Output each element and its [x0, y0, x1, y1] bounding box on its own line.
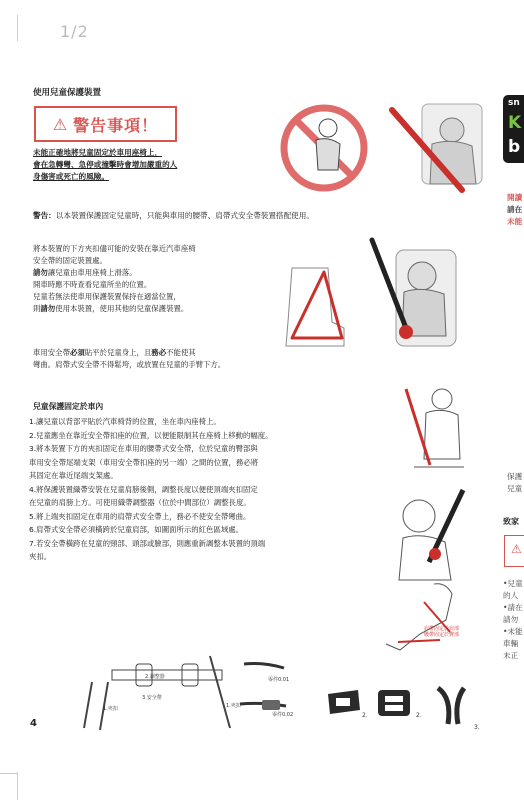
p1-line-4: 開車時應不時查看兒童所坐的位置。	[33, 280, 152, 289]
step-line: 3.將本裝置下方的夾扣固定在車用的腰帶式安全帶，位於兒童的臀部與	[29, 444, 258, 453]
adjuster-part-icon	[324, 688, 364, 718]
page-edge-bottom-h	[0, 773, 18, 774]
child-head	[403, 500, 435, 532]
step-line: 在兒童的肩膀上方。可使用織帶調整器（位於中間部位）調整長度。	[29, 498, 251, 507]
page-edge-top	[17, 15, 18, 41]
step-line: 7.若安全帶橫跨在兒童的頸部、頭部或臉部，則應重新調整本裝置的頂端	[29, 538, 266, 548]
step-line: 1.讓兒童以背部平貼於汽車椅背的位置，坐在車內座椅上。	[29, 417, 221, 426]
strap-band	[112, 670, 222, 680]
belt-label: 3.安全帶	[142, 695, 162, 701]
buckle-slot-1	[385, 696, 403, 702]
clip-closeup	[232, 660, 302, 730]
right-cut-text-a: 開讀 請在 未能	[507, 193, 523, 226]
page-edge-bottom	[17, 772, 18, 800]
footer-page-number: 4	[30, 718, 37, 729]
warning-prefix: 警告：	[33, 211, 56, 220]
warning-label: 警告事項！	[73, 115, 159, 135]
warning-sentence	[33, 210, 314, 222]
step-line: 4.將保護裝置織帶安裝在兒童肩膀後側，調整長度以便使頂端夾扣固定	[29, 484, 258, 494]
paragraph-1	[33, 243, 273, 315]
buckle-slot-2	[385, 705, 403, 711]
p1-line-5: 兒童若無法使車用保護裝置保持在適當位置，	[33, 292, 181, 301]
adult-body	[424, 410, 460, 459]
step-line: 其固定在靠近尾端支架處。	[29, 471, 118, 480]
warning-triangle-icon: ⚠	[511, 542, 522, 556]
right-cut-text-b: 保護 兒童	[507, 472, 523, 493]
p1-line-2: 安全帶的固定裝置處。	[33, 256, 107, 265]
section-title: 使用兒童保護裝置	[33, 88, 102, 98]
strap-part	[438, 688, 464, 724]
paragraph-2	[33, 347, 333, 371]
child-shoulder-illustration	[395, 488, 465, 580]
belt-clip	[429, 548, 441, 560]
part-number-2: 2.	[416, 712, 422, 719]
adjuster-hole	[336, 698, 350, 706]
red-belt-triangle	[292, 272, 342, 338]
warning-body: 以本裝置保護固定兒童時，只能與車用的腰帶、肩帶式安全帶裝置搭配使用。	[55, 211, 314, 220]
clip-body	[262, 700, 280, 710]
clip-label: 1.夾扣	[103, 706, 118, 712]
child-note: 肩帶固定於肩部 腰帶固定於臀部	[424, 626, 460, 638]
right-cut-text-c: •兒童 的人 •請在 請勿 •未能 車輛 未正	[503, 579, 523, 660]
part-code-2: 零件0.02	[272, 712, 294, 718]
install-title: 兒童保護固定於車內	[33, 402, 104, 411]
p2-line-1: 車用安全帶必須貼平於兒童身上，且務必不能使其	[33, 348, 196, 357]
buckle-part	[378, 690, 410, 716]
child-in-seat-illustration	[360, 240, 475, 360]
right-cut-warning-box	[504, 535, 524, 567]
brand-logo: sn K b	[503, 95, 524, 163]
warning-line-3: 身傷害或死亡的風險。	[33, 172, 109, 181]
adult-head	[432, 389, 452, 409]
step-line: 2.兒童應坐在靠近安全帶扣座的位置，以便能限制其在座椅上移動的幅度。	[29, 430, 273, 440]
warning-triangle-icon: ⚠	[52, 114, 68, 134]
adult-seated-illustration	[400, 385, 472, 475]
child-body	[316, 139, 340, 170]
shoulder-belt-illustration	[372, 100, 492, 196]
warning-line-2: 會在急轉彎、急停或撞擊時會增加嚴重的人	[33, 160, 178, 169]
child-head	[408, 262, 436, 290]
child-lap-illustration	[380, 580, 470, 670]
warning-text	[33, 147, 248, 183]
seat-belt-path-illustration	[282, 262, 352, 352]
step-line: 6.肩帶式安全帶必須橫跨於兒童肩部，如圖面所示的紅色區域處。	[29, 525, 243, 534]
right-cut-heading: 致家	[503, 517, 519, 526]
strap-diagram	[82, 652, 232, 734]
page-counter: 1/2	[60, 22, 89, 41]
warning-box	[34, 106, 177, 142]
p2-line-2: 彎曲。肩帶式安全帶不得鬆垮，或放置在兒童的手臂下方。	[33, 360, 226, 369]
belt-clip	[399, 325, 413, 339]
right-clip-label: 1.夾扣	[226, 703, 241, 709]
step-line: 車用安全帶尾端支架（車用安全帶扣座的另一端）之間的位置，務必將	[29, 457, 259, 467]
child-head	[319, 119, 337, 137]
red-belt	[406, 389, 430, 465]
p1-line-1: 將本裝置的下方夾扣儘可能的安裝在靠近汽車座椅	[33, 244, 196, 253]
strap-part-icon	[430, 684, 476, 730]
adjuster-label: 2.調整器	[145, 674, 165, 680]
buckle-part-icon	[376, 688, 416, 720]
part-number-1: 2.	[362, 712, 368, 719]
install-steps	[29, 415, 399, 564]
step-line: 夾扣。	[29, 552, 52, 561]
part-number-3: 3.	[474, 724, 480, 731]
p1-line-3: 請勿讓兒童由車用座椅上滑落。	[33, 268, 137, 277]
child-body	[399, 536, 451, 580]
warning-line-1: 未能正確地將兒童固定於車用座椅上，	[33, 148, 163, 157]
child-head	[440, 118, 464, 142]
prohibited-illustration	[278, 100, 370, 196]
p1-line-6: 則請勿使用本裝置，使用其他的兒童保護裝置。	[33, 304, 189, 313]
right-belt	[210, 656, 230, 728]
clip-strap-top	[244, 664, 284, 669]
part-code-1: 零件0.01	[268, 677, 290, 683]
red-belt-lap	[398, 640, 440, 642]
step-line: 5.將上端夾扣固定在車用的肩帶式安全帶上，務必不使安全帶彎曲。	[29, 511, 251, 521]
